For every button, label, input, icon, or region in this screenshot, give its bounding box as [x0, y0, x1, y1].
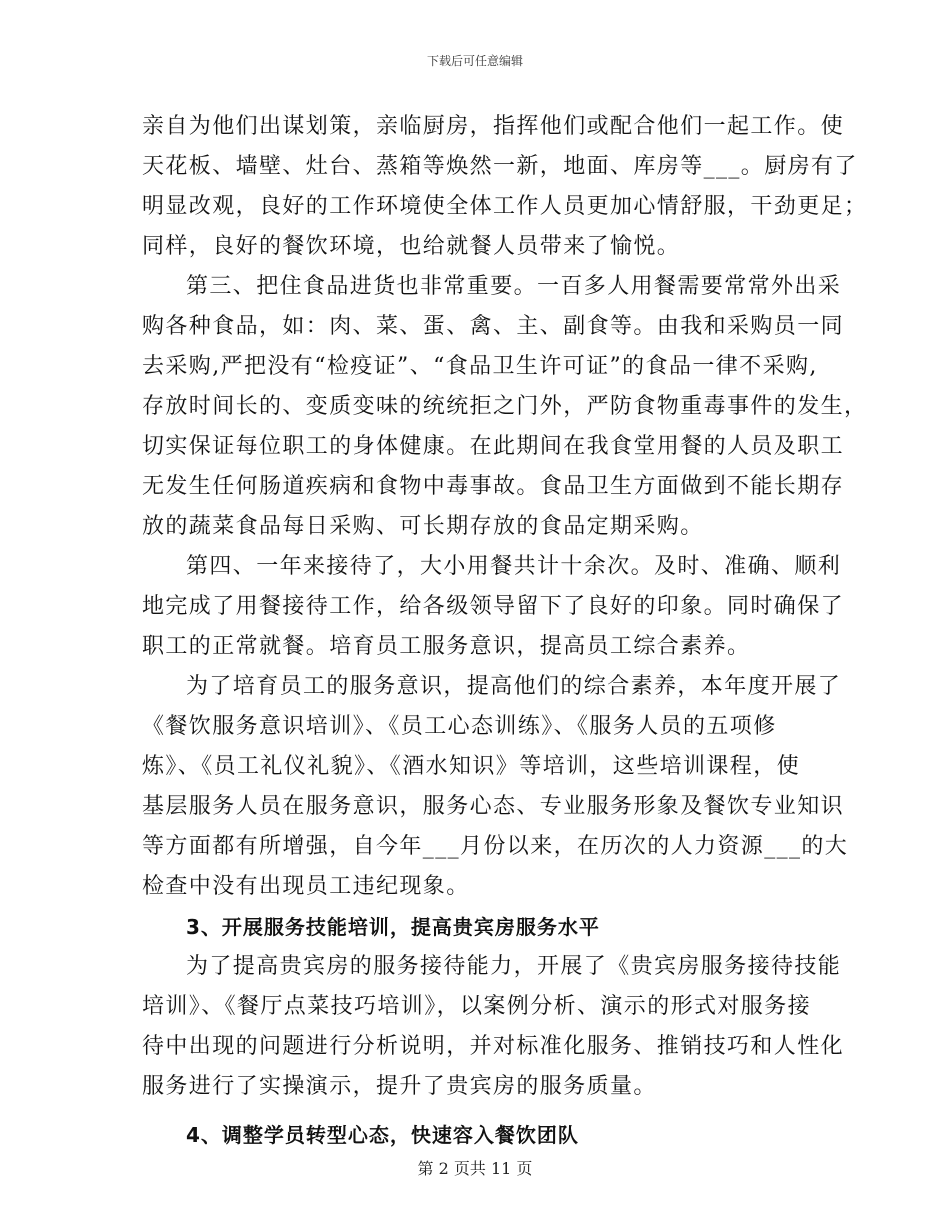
paragraph-line: 亲自为他们出谋划策，亲临厨房，指挥他们或配合他们一起工作。使	[142, 114, 845, 139]
paragraph-line: 同样，良好的餐饮环境，也给就餐人员带来了愉悦。	[142, 234, 681, 259]
section-heading-4: 4、调整学员转型心态，快速容入餐饮团队	[186, 1123, 579, 1147]
paragraph-line: 无发生任何肠道疾病和食物中毒事故。食品卫生方面做到不能长期存	[142, 474, 845, 499]
paragraph-line: 基层服务人员在服务意识，服务心态、专业服务形象及餐饮专业知识	[142, 794, 845, 819]
paragraph-line: 待中出现的问题进行分析说明，并对标准化服务、推销技巧和人性化	[142, 1034, 845, 1059]
paragraph-line: 为了提高贵宾房的服务接待能力，开展了《贵宾房服务接待技能	[186, 954, 842, 979]
paragraph-line: 炼》、《员工礼仪礼貌》、《酒水知识》等培训，这些培训课程，使	[142, 754, 801, 779]
paragraph-line: 去采购,严把没有“检疫证”、“食品卫生许可证”的食品一律不采购,	[142, 354, 818, 379]
paragraph-line: 《餐饮服务意识培训》、《员工心态训练》、《服务人员的五项修	[142, 714, 777, 739]
paragraph-line: 检查中没有出现员工违纪现象。	[142, 874, 470, 899]
document-body	[142, 107, 868, 1155]
paragraph-line: 为了培育员工的服务意识，提高他们的综合素养，本年度开展了	[186, 674, 842, 699]
paragraph-line: 天花板、墙壁、灶台、蒸箱等焕然一新，地面、库房等___。厨房有了	[142, 154, 858, 179]
paragraph-line: 存放时间长的、变质变味的统统拒之门外，严防食物重毒事件的发生，	[142, 394, 868, 419]
section-heading-3: 3、开展服务技能培训，提高贵宾房服务水平	[186, 915, 600, 939]
paragraph-line: 地完成了用餐接待工作，给各级领导留下了良好的印象。同时确保了	[142, 594, 845, 619]
paragraph-line: 服务进行了实操演示，提升了贵宾房的服务质量。	[142, 1074, 657, 1099]
paragraph-line: 等方面都有所增强，自今年___月份以来，在历次的人力资源___的大	[142, 834, 849, 859]
page-footer: 第 2 页共 11 页	[417, 1159, 533, 1178]
paragraph-line: 第三、把住食品进货也非常重要。一百多人用餐需要常常外出采	[186, 274, 842, 299]
paragraph-line: 切实保证每位职工的身体健康。在此期间在我食堂用餐的人员及职工	[142, 434, 845, 459]
page-header: 下载后可任意编辑	[426, 54, 523, 68]
paragraph-line: 明显改观，良好的工作环境使全体工作人员更加心情舒服，干劲更足；	[142, 194, 868, 219]
paragraph-line: 放的蔬菜食品每日采购、可长期存放的食品定期采购。	[142, 514, 704, 539]
paragraph-line: 职工的正常就餐。培育员工服务意识，提高员工综合素养。	[142, 634, 751, 659]
paragraph-line: 第四、一年来接待了，大小用餐共计十余次。及时、准确、顺利	[186, 554, 842, 579]
paragraph-line: 培训》、《餐厅点菜技巧培训》，以案例分析、演示的形式对服务接	[142, 994, 812, 1019]
paragraph-line: 购各种食品，如：肉、菜、蛋、禽、主、副食等。由我和采购员一同	[142, 314, 845, 339]
